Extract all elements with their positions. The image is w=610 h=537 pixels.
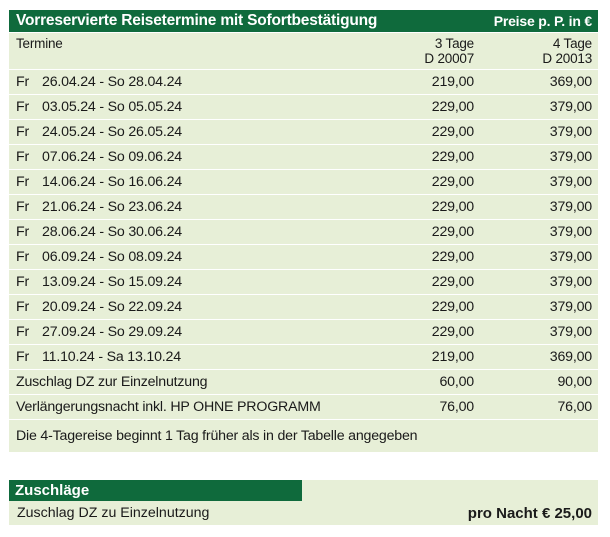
zuschlaege-header-fill [302,480,598,501]
extra-label: Zuschlag DZ zur Einzelnutzung [16,374,208,390]
zuschlaege-row [9,501,598,525]
col-termine: Termine [16,36,63,51]
date-range [9,224,362,240]
date-range [9,349,362,365]
table-row [9,120,598,145]
price-3tage: 229,00 [431,149,474,165]
note-text: Die 4-Tagereise beginnt 1 Tag früher als in der Tabelle angegeben [16,428,418,444]
table-row [9,220,598,245]
extra-row [9,395,598,420]
price-4tage: 379,00 [549,224,592,240]
day-from: Fr [16,74,29,90]
date-text: 20.09.24 - So 22.09.24 [42,299,182,315]
note-row [9,420,598,452]
price-4tage: 379,00 [549,274,592,290]
price-4tage: 379,00 [549,174,592,190]
price-3tage: 229,00 [431,274,474,290]
date-range [9,99,362,115]
day-from: Fr [16,249,29,265]
table-row [9,70,598,95]
date-text: 03.05.24 - So 05.05.24 [42,99,182,115]
price-4tage: 369,00 [549,74,592,90]
extra-price-4tage: 90,00 [557,374,592,390]
day-from: Fr [16,224,29,240]
price-3tage: 229,00 [431,249,474,265]
col-3tage: 3 Tage [434,36,474,51]
extra-label: Verlängerungsnacht inkl. HP OHNE PROGRAMM [16,399,321,415]
price-3tage: 229,00 [431,99,474,115]
table-row [9,345,598,370]
table-row [9,320,598,345]
date-text: 21.06.24 - So 23.06.24 [42,199,182,215]
price-4tage: 379,00 [549,99,592,115]
price-3tage: 229,00 [431,324,474,340]
date-range [9,199,362,215]
dates-table [9,33,598,452]
day-from: Fr [16,299,29,315]
day-from: Fr [16,174,29,190]
table-row [9,270,598,295]
zuschlaege-header [9,480,302,501]
date-range [9,174,362,190]
date-range [9,324,362,340]
date-text: 24.05.24 - So 26.05.24 [42,124,182,140]
price-4tage: 379,00 [549,299,592,315]
price-3tage: 229,00 [431,224,474,240]
price-4tage: 369,00 [549,349,592,365]
day-from: Fr [16,199,29,215]
price-3tage: 229,00 [431,199,474,215]
date-range [9,249,362,265]
price-4tage: 379,00 [549,124,592,140]
date-text: 28.06.24 - So 30.06.24 [42,224,182,240]
code-3tage: D 20007 [424,51,474,66]
table-row [9,245,598,270]
table-row [9,145,598,170]
table-row [9,195,598,220]
price-3tage: 219,00 [431,349,474,365]
day-from: Fr [16,99,29,115]
date-text: 26.04.24 - So 28.04.24 [42,74,182,90]
code-4tage: D 20013 [542,51,592,66]
date-range [9,74,362,90]
price-3tage: 219,00 [431,74,474,90]
day-from: Fr [16,149,29,165]
date-text: 27.09.24 - So 29.09.24 [42,324,182,340]
date-text: 11.10.24 - Sa 13.10.24 [42,349,181,365]
date-text: 06.09.24 - So 08.09.24 [42,249,182,265]
extra-price-4tage: 76,00 [557,399,592,415]
price-4tage: 379,00 [549,249,592,265]
table-header [9,10,598,32]
extra-price-3tage: 60,00 [439,374,474,390]
date-text: 13.09.24 - So 15.09.24 [42,274,182,290]
column-code-row [9,51,598,70]
day-from: Fr [16,324,29,340]
price-3tage: 229,00 [431,174,474,190]
table-row [9,95,598,120]
price-note: Preise p. P. in € [493,13,592,29]
price-4tage: 379,00 [549,324,592,340]
zuschlaege-title: Zuschläge [15,482,90,499]
extra-row [9,370,598,395]
price-3tage: 229,00 [431,124,474,140]
date-range [9,149,362,165]
table-row [9,170,598,195]
date-text: 07.06.24 - So 09.06.24 [42,149,182,165]
table-row [9,295,598,320]
date-range [9,274,362,290]
date-range [9,299,362,315]
table-title: Vorreservierte Reisetermine mit Sofortbestätigung [16,12,378,29]
date-text: 14.06.24 - So 16.06.24 [42,174,182,190]
column-header-row [9,33,598,51]
extra-price-3tage: 76,00 [439,399,474,415]
zuschlaege-label: Zuschlag DZ zu Einzelnutzung [17,505,210,521]
zuschlaege-value: pro Nacht € 25,00 [467,504,592,522]
col-4tage: 4 Tage [552,36,592,51]
day-from: Fr [16,274,29,290]
price-4tage: 379,00 [549,199,592,215]
price-4tage: 379,00 [549,149,592,165]
day-from: Fr [16,349,29,365]
date-range [9,124,362,140]
day-from: Fr [16,124,29,140]
price-3tage: 229,00 [431,299,474,315]
